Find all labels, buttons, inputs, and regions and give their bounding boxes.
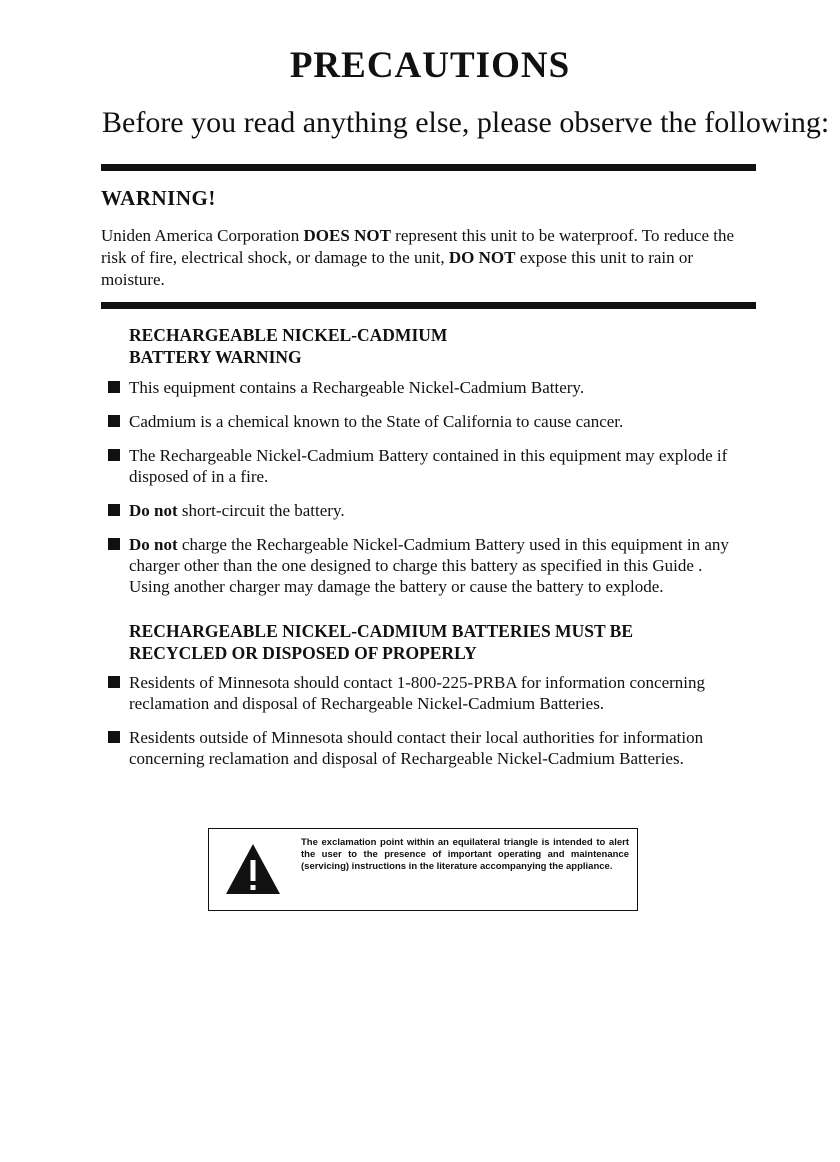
bullet-square-icon bbox=[108, 449, 120, 461]
divider-top bbox=[101, 164, 756, 171]
battery-warning-list bbox=[108, 377, 738, 610]
list-item bbox=[108, 445, 738, 487]
notice-text: The exclamation point within an equilateral triangle is intended to alert the user to the presence of important operating and maintenance (servicing) instructions in the literature accompanying the appliance. bbox=[301, 837, 629, 872]
recycling-heading-line2: RECYCLED OR DISPOSED OF PROPERLY bbox=[129, 643, 477, 663]
list-item bbox=[108, 727, 738, 769]
list-item-text: short-circuit the battery. bbox=[177, 501, 345, 520]
bullet-square-icon bbox=[108, 415, 120, 427]
battery-warning-heading-line2: BATTERY WARNING bbox=[129, 347, 302, 367]
list-item-emphasis: Do not bbox=[129, 501, 178, 520]
list-item bbox=[108, 377, 738, 398]
bullet-square-icon bbox=[108, 731, 120, 743]
warning-emphasis-1: DOES NOT bbox=[303, 226, 391, 245]
list-item-text: The Rechargeable Nickel-Cadmium Battery contained in this equipment may explode if disposed of in a fire. bbox=[129, 446, 728, 486]
page-title: PRECAUTIONS bbox=[289, 45, 571, 86]
notice-box bbox=[208, 828, 638, 911]
warning-body bbox=[101, 225, 761, 291]
list-item-text: Cadmium is a chemical known to the State of California to cause cancer. bbox=[129, 412, 624, 431]
bullet-square-icon bbox=[108, 381, 120, 393]
recycling-heading-line1: RECHARGEABLE NICKEL-CADMIUM BATTERIES MUST BE bbox=[129, 621, 634, 641]
list-item-text: This equipment contains a Rechargeable Nickel-Cadmium Battery. bbox=[129, 378, 585, 397]
bullet-square-icon bbox=[108, 504, 120, 516]
exclamation-triangle-icon bbox=[225, 843, 281, 895]
warning-heading: WARNING! bbox=[101, 186, 216, 210]
list-item bbox=[108, 534, 738, 597]
list-item-emphasis: Do not bbox=[129, 535, 178, 554]
recycling-heading bbox=[129, 620, 633, 664]
warning-text-1: Uniden America Corporation bbox=[101, 226, 304, 245]
bullet-square-icon bbox=[108, 676, 120, 688]
page-subtitle: Before you read anything else, please observe the following: bbox=[102, 106, 830, 139]
list-item-text: charge the Rechargeable Nickel-Cadmium Battery used in this equipment in any charger other than the one designed to charge this battery as specified in this Guide . Using another charger may damage the battery or cause the battery to explode. bbox=[129, 535, 729, 596]
divider-bottom bbox=[101, 302, 756, 309]
warning-text-2: represent this unit to be waterproof. To reduce the risk of fire, electrical shock, or damage to the unit, bbox=[101, 226, 735, 267]
list-item bbox=[108, 411, 738, 432]
warning-emphasis-2: DO NOT bbox=[448, 248, 516, 267]
list-item bbox=[108, 500, 738, 521]
warning-text-3: expose this unit to rain or moisture. bbox=[101, 248, 694, 289]
list-item-text: Residents outside of Minnesota should contact their local authorities for information concerning reclamation and disposal of Rechargeable Nickel-Cadmium Batteries. bbox=[129, 728, 704, 768]
list-item bbox=[108, 672, 738, 714]
recycling-list bbox=[108, 672, 738, 782]
battery-warning-heading-line1: RECHARGEABLE NICKEL-CADMIUM bbox=[129, 325, 448, 345]
list-item-text: Residents of Minnesota should contact 1-800-225-PRBA for information concerning reclamation and disposal of Rechargeable Nickel-Cadmium Batteries. bbox=[129, 673, 706, 713]
battery-warning-heading bbox=[129, 324, 447, 368]
bullet-square-icon bbox=[108, 538, 120, 550]
